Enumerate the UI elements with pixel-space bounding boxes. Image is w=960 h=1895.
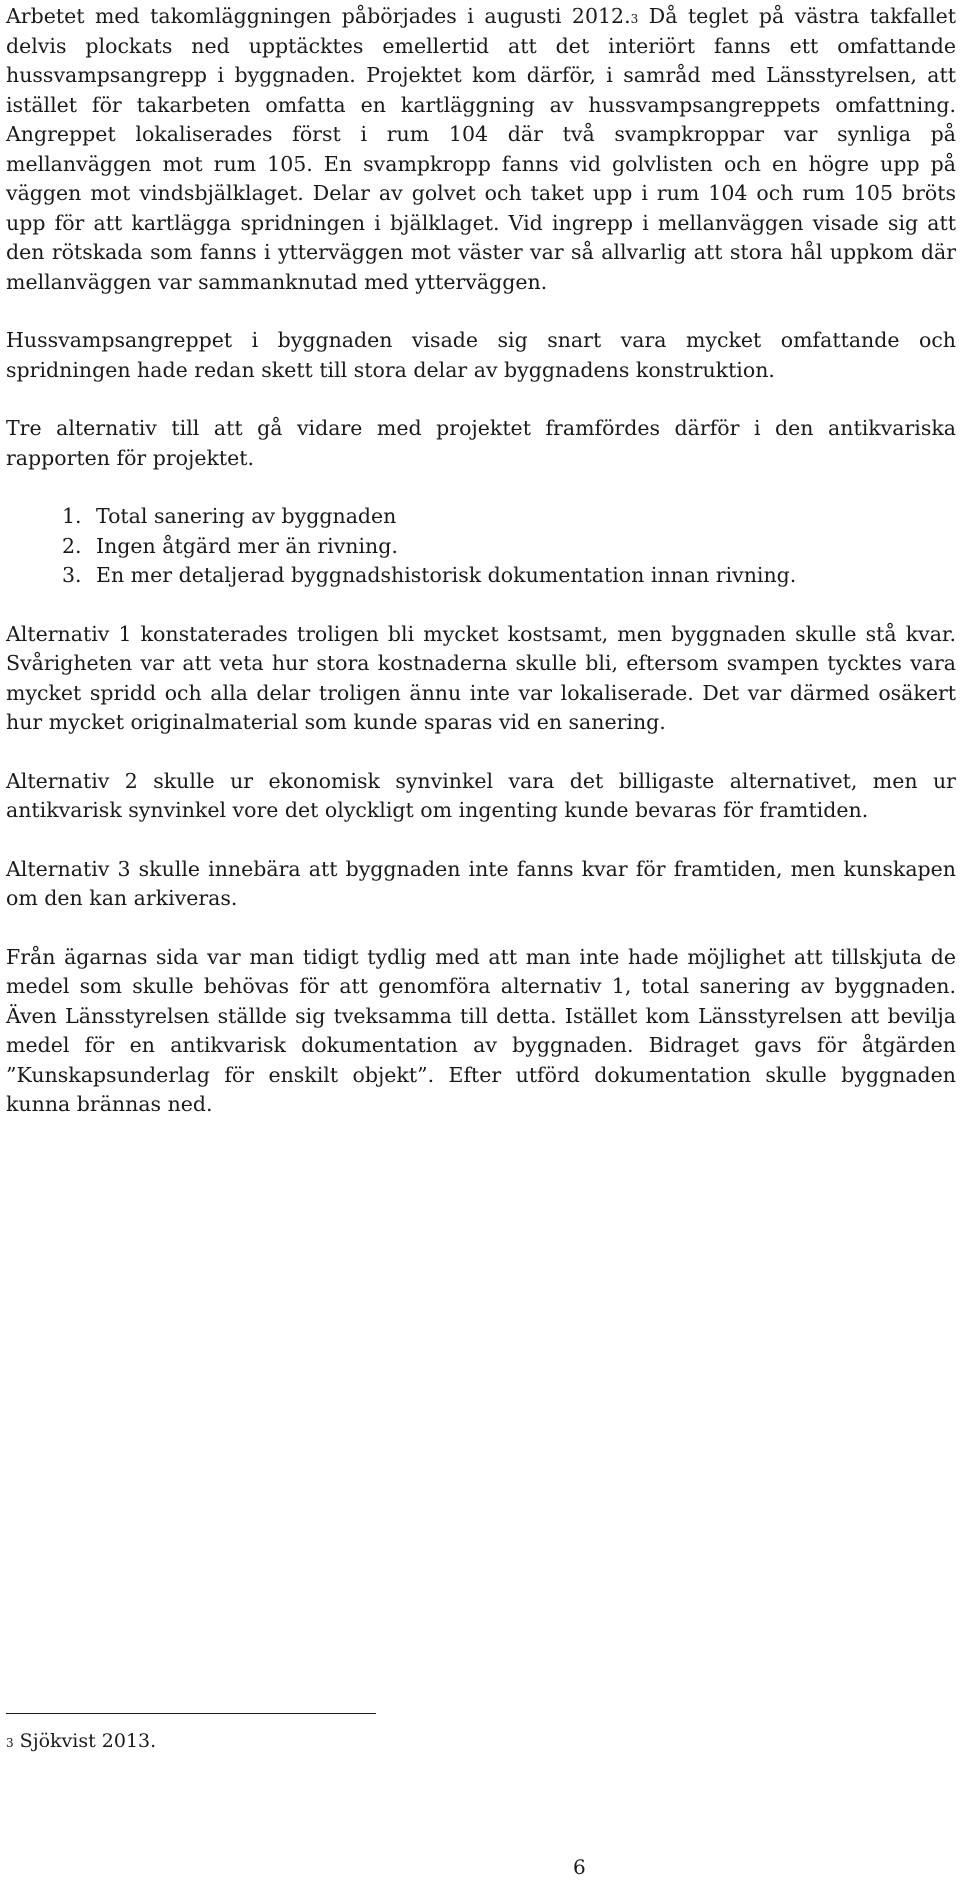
footnote-marker: 3 bbox=[6, 1736, 14, 1750]
footnote bbox=[6, 1728, 156, 1754]
paragraph-1 bbox=[6, 2, 956, 297]
paragraph-6: Alternativ 3 skulle innebära att byggnaden inte fanns kvar för framtiden, men kunskapen om den kan arkiveras. bbox=[6, 856, 956, 910]
paragraph-7: Från ägarnas sida var man tidigt tydlig med att man inte hade möjlighet att tillskjuta de medel som skulle behövas för att genomföra alternativ 1, total sanering av byggnaden. Även Länsstyrelsen ställde sig tveksamma till detta. Istället kom Länsstyrelsen att bevilja medel för en antikvarisk dokumentation av byggnaden. Bidraget gavs för åtgärden ”Kunskapsunderlag för enskilt objekt”. Efter utförd dokumentation skulle byggnaden kunna brännas ned. bbox=[6, 944, 956, 1116]
list-item bbox=[6, 532, 956, 562]
paragraph-1-text-end: Då teglet på västra takfallet delvis plockats ned upptäcktes emellertid att det interiört fanns ett omfattande hussvampsangrepp i byggnaden. Projektet kom därför, i samråd med Länsstyrelsen, att istället för takarbeten omfatta en kartläggning av hussvampsangreppets omfattning. Angreppet lokaliserades först i rum 104 där två svampkroppar var synliga på mellanväggen mot rum 105. En svampkropp fanns vid golvlisten och en högre upp på väggen mot vindsbjälklaget. Delar av golvet och taket upp i rum 104 och rum 105 bröts upp för att kartlägga spridningen i bjälklaget. Vid ingrepp i mellanväggen visade sig att den rötskada som fanns i ytterväggen mot väster var så allvarlig att stora hål uppkom där mellanväggen var sammanknutad med ytterväggen. bbox=[6, 4, 957, 294]
list-item-text: Total sanering av byggnaden bbox=[96, 504, 397, 528]
footnote-text: Sjökvist 2013. bbox=[13, 1730, 157, 1752]
list-item bbox=[6, 502, 956, 532]
footnote-separator bbox=[6, 1713, 376, 1714]
options-list bbox=[6, 502, 956, 591]
paragraph-1-text-start: Arbetet med takomläggningen påbörjades i augusti 2012. bbox=[6, 4, 631, 28]
paragraph-5: Alternativ 2 skulle ur ekonomisk synvinkel vara det billigaste alternativet, men ur antikvarisk synvinkel vore det olyckligt om ingenting kunde bevaras för framtiden. bbox=[6, 768, 956, 822]
list-item-text: Ingen åtgärd mer än rivning. bbox=[96, 533, 398, 558]
list-item bbox=[6, 561, 956, 591]
footnote-reference: 3 bbox=[630, 12, 639, 26]
body-text bbox=[6, 2, 956, 1149]
paragraph-3: Tre alternativ till att gå vidare med projektet framfördes därför i den antikvariska rapporten för projektet. bbox=[6, 416, 956, 470]
list-item-number: 2. bbox=[62, 533, 82, 558]
list-item-number: 1. bbox=[62, 504, 82, 528]
paragraph-4: Alternativ 1 konstaterades troligen bli mycket kostsamt, men byggnaden skulle stå kvar. Svårigheten var att veta hur stora kostnaderna skulle bli, eftersom svampen tycktes vara mycket spridd och alla delar troligen ännu inte var lokaliserade. Det var därmed osäkert hur mycket originalmaterial som kunde sparas vid en sanering. bbox=[6, 621, 956, 734]
paragraph-2: Hussvampsangreppet i byggnaden visade sig snart vara mycket omfattande och spridningen hade redan skett till stora delar av byggnadens konstruktion. bbox=[6, 328, 956, 382]
list-item-text: En mer detaljerad byggnadshistorisk dokumentation innan rivning. bbox=[96, 563, 797, 587]
list-item-number: 3. bbox=[62, 563, 82, 587]
page-number: 6 bbox=[573, 1855, 586, 1879]
